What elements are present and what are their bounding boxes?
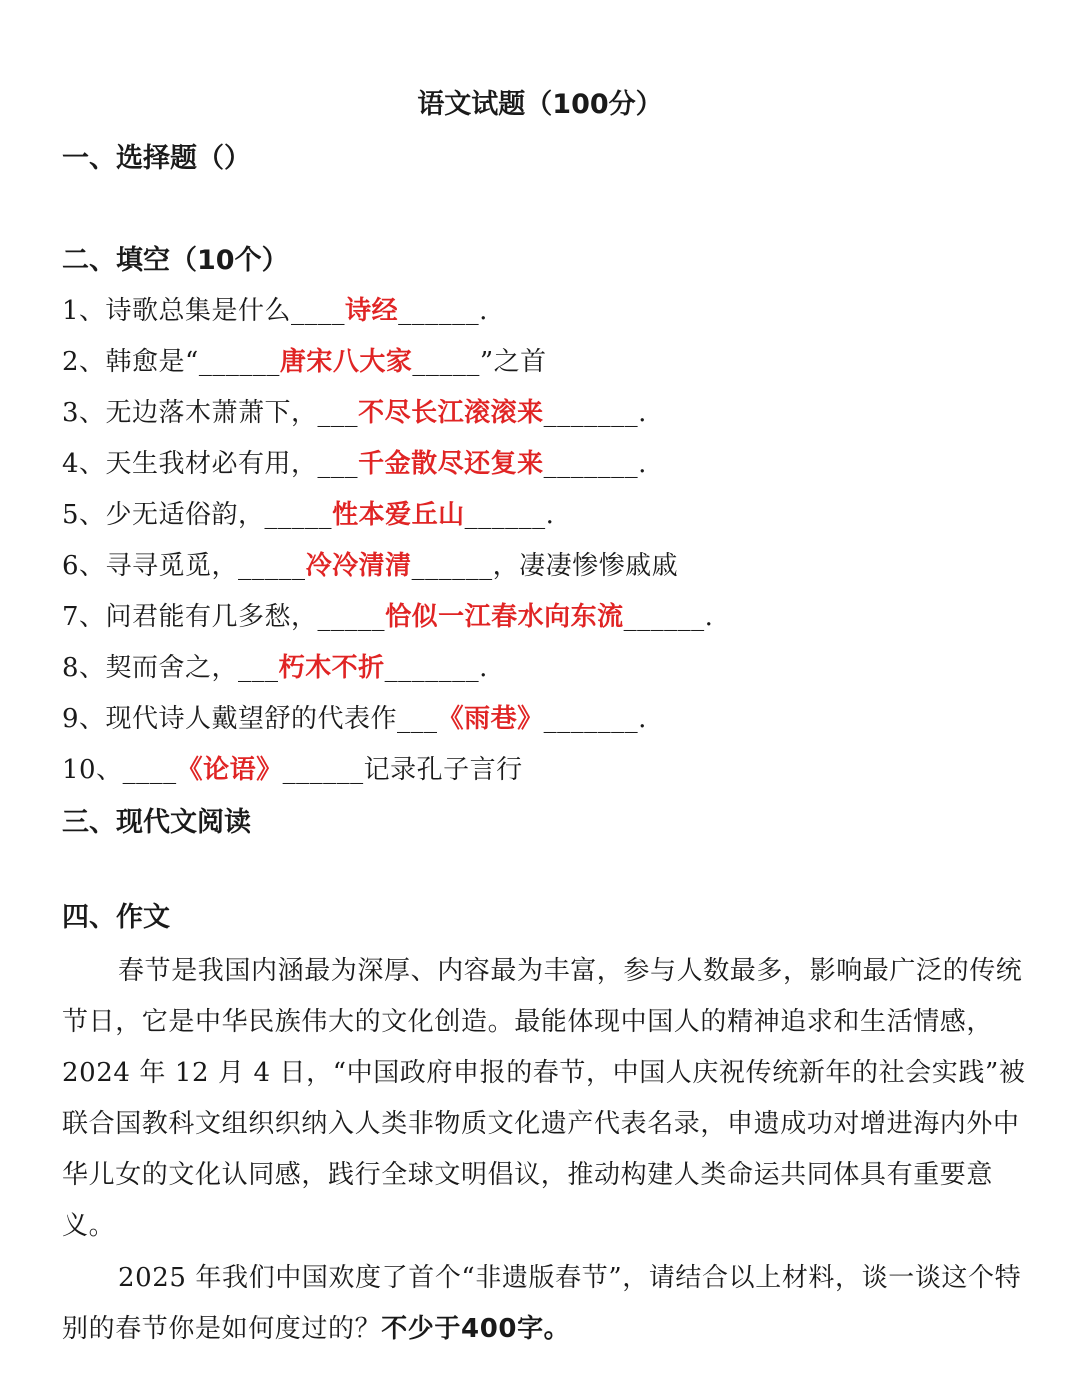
answer: 性本爱丘山 (332, 500, 465, 530)
answer: 《雨巷》 (437, 704, 544, 734)
section-essay-heading: 四、作文 (62, 902, 170, 933)
answer: 诗经 (345, 296, 399, 326)
fill-question: 9、现代诗人戴望舒的代表作___《雨巷》_______. (62, 704, 647, 734)
essay-paragraph-1: 春节是我国内涵最为深厚、内容最为丰富，参与人数最多，影响最广泛的传统节日，它是中华民族伟大的文化创造。最能体现中国人的精神追求和生活情感，2024 年 12 月 4 日，“中国政府申报的春节，中国人庆祝传统新年的社会实践”被联合国教科文组织织纳入人类非物质文化遗产代表名录，申遗成功对增进海内外中华儿女的文化认同感，践行全球文明倡议，推动构建人类命运共同体具有重要意义。 (62, 956, 1026, 1241)
answer: 朽木不折 (278, 653, 385, 683)
fill-question: 2、韩愈是“______唐宋八大家_____”之首 (62, 347, 547, 377)
essay-paragraph-2: 2025 年我们中国欢度了首个“非遗版春节”，请结合以上材料，谈一谈这个特别的春节你是如何度过的？不少于400字。 (62, 1263, 1022, 1344)
section-reading-heading: 三、现代文阅读 (62, 807, 251, 838)
fill-question: 7、问君能有几多愁，_____恰似一江春水向东流______. (62, 602, 714, 632)
fill-question: 6、寻寻觅觅，_____冷冷清清______，凄凄惨惨戚戚 (62, 551, 679, 581)
answer: 唐宋八大家 (279, 347, 413, 377)
fill-question: 5、少无适俗韵，_____性本爱丘山______. (62, 500, 555, 530)
answer: 《论语》 (176, 755, 283, 785)
section-fill-heading: 二、填空（10个） (62, 245, 289, 276)
fill-question: 1、诗歌总集是什么____诗经______. (62, 296, 488, 326)
answer: 不尽长江滚滚来 (358, 398, 544, 428)
answer: 冷冷清清 (305, 551, 412, 581)
fill-question: 10、____《论语》______记录孔子言行 (62, 755, 523, 785)
answer: 千金散尽还复来 (358, 449, 544, 479)
page-title: 语文试题（100分） (417, 89, 663, 120)
section-choice-heading: 一、选择题（） (62, 143, 251, 174)
fill-question: 3、无边落木萧萧下，___不尽长江滚滚来_______. (62, 398, 647, 428)
word-count-requirement: 不少于400字。 (381, 1314, 571, 1344)
answer: 恰似一江春水向东流 (385, 602, 624, 632)
fill-question: 8、契而舍之，___朽木不折_______. (62, 653, 488, 683)
fill-question: 4、天生我材必有用，___千金散尽还复来_______. (62, 449, 647, 479)
